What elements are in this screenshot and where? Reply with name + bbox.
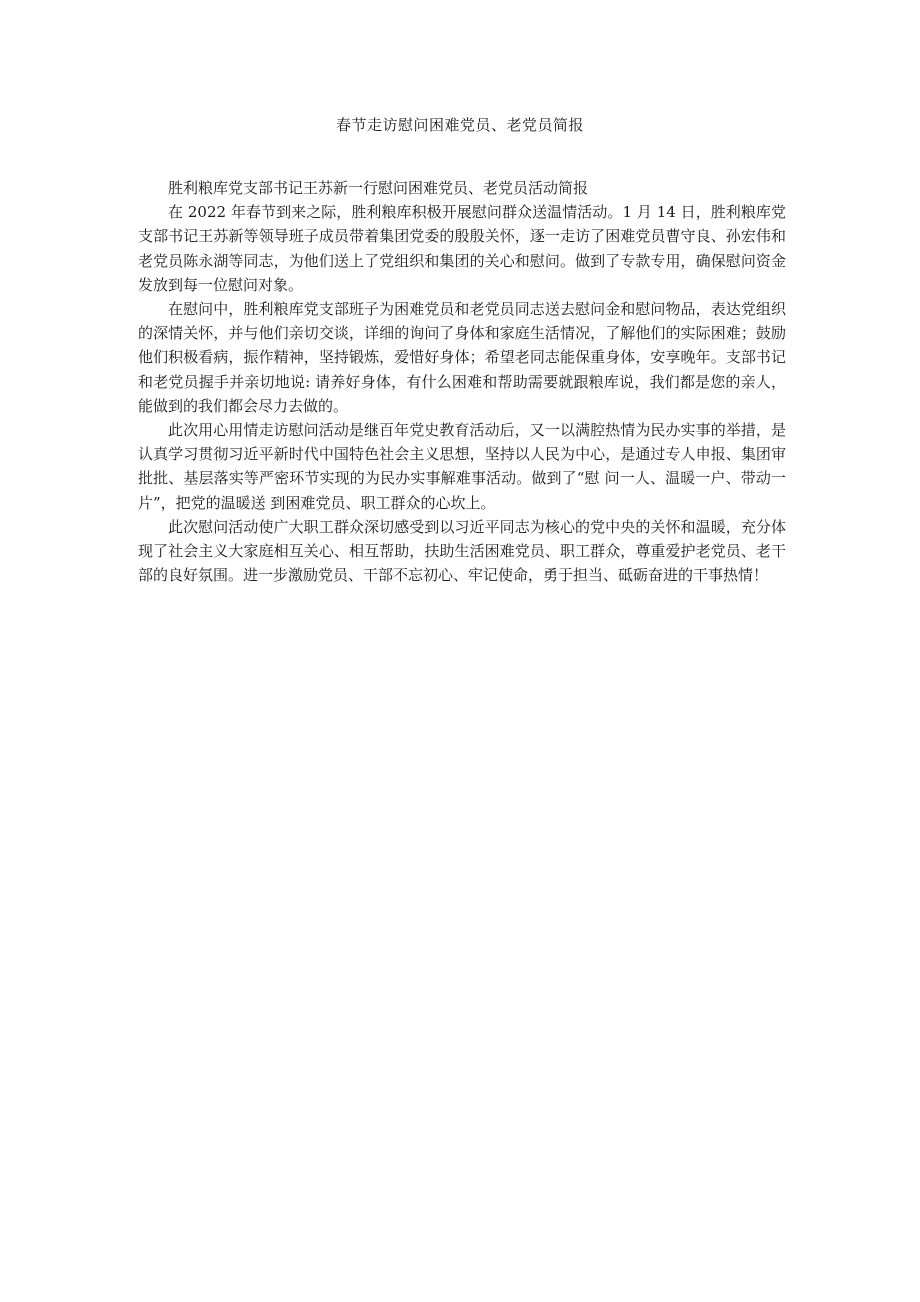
document-body [138, 176, 786, 587]
paragraph-1: 在 2022 年春节到来之际，胜利粮库积极开展慰问群众送温情活动。1 月 14 日，胜利粮库党支部书记王苏新等领导班子成员带着集团党委的殷殷关怀，逐一走访了困难党员曹守良、孙宏伟和老党员陈永湖等同志，为他们送上了党组织和集团的关心和慰问。做到了专款专用，确保慰问资金发放到每一位慰问对象。 [138, 203, 786, 294]
document-title: 春节走访慰问困难党员、老党员简报 [335, 116, 584, 134]
paragraph-4: 此次慰问活动使广大职工群众深切感受到以习近平同志为核心的党中央的关怀和温暖，充分体现了社会主义大家庭相互关心、相互帮助，扶助生活困难党员、职工群众，尊重爱护老党员、老干部的良好氛围。进一步激励党员、干部不忘初心、牢记使命，勇于担当、砥砺奋进的干事热情！ [138, 517, 786, 585]
paragraph-3: 此次用心用情走访慰问活动是继百年党史教育活动后，又一以满腔热情为民办实事的举措，是认真学习贯彻习近平新时代中国特色社会主义思想，坚持以人民为中心，是通过专人申报、集团审批批、基层落实等严密环节实现的为民办实事解难事活动。做到了“慰 问一人、温暖一户、带动一片”，把党的温暖送 到困难党员、职工群众的心坎上。 [138, 421, 786, 512]
document-subtitle: 胜利粮库党支部书记王苏新一行慰问困难党员、老党员活动简报 [168, 179, 589, 197]
paragraph-2: 在慰问中，胜利粮库党支部班子为困难党员和老党员同志送去慰问金和慰问物品，表达党组织的深情关怀，并与他们亲切交谈，详细的询问了身体和家庭生活情况，了解他们的实际困难；鼓励他们积极看病，振作精神，坚持锻炼，爱惜好身体；希望老同志能保重身体，安享晚年。支部书记和老党员握手并亲切地说: 请养好身体，有什么困难和帮助需要就跟粮库说，我们都是您的亲人，能做到的我们都会尽力去做的。 [138, 300, 786, 415]
